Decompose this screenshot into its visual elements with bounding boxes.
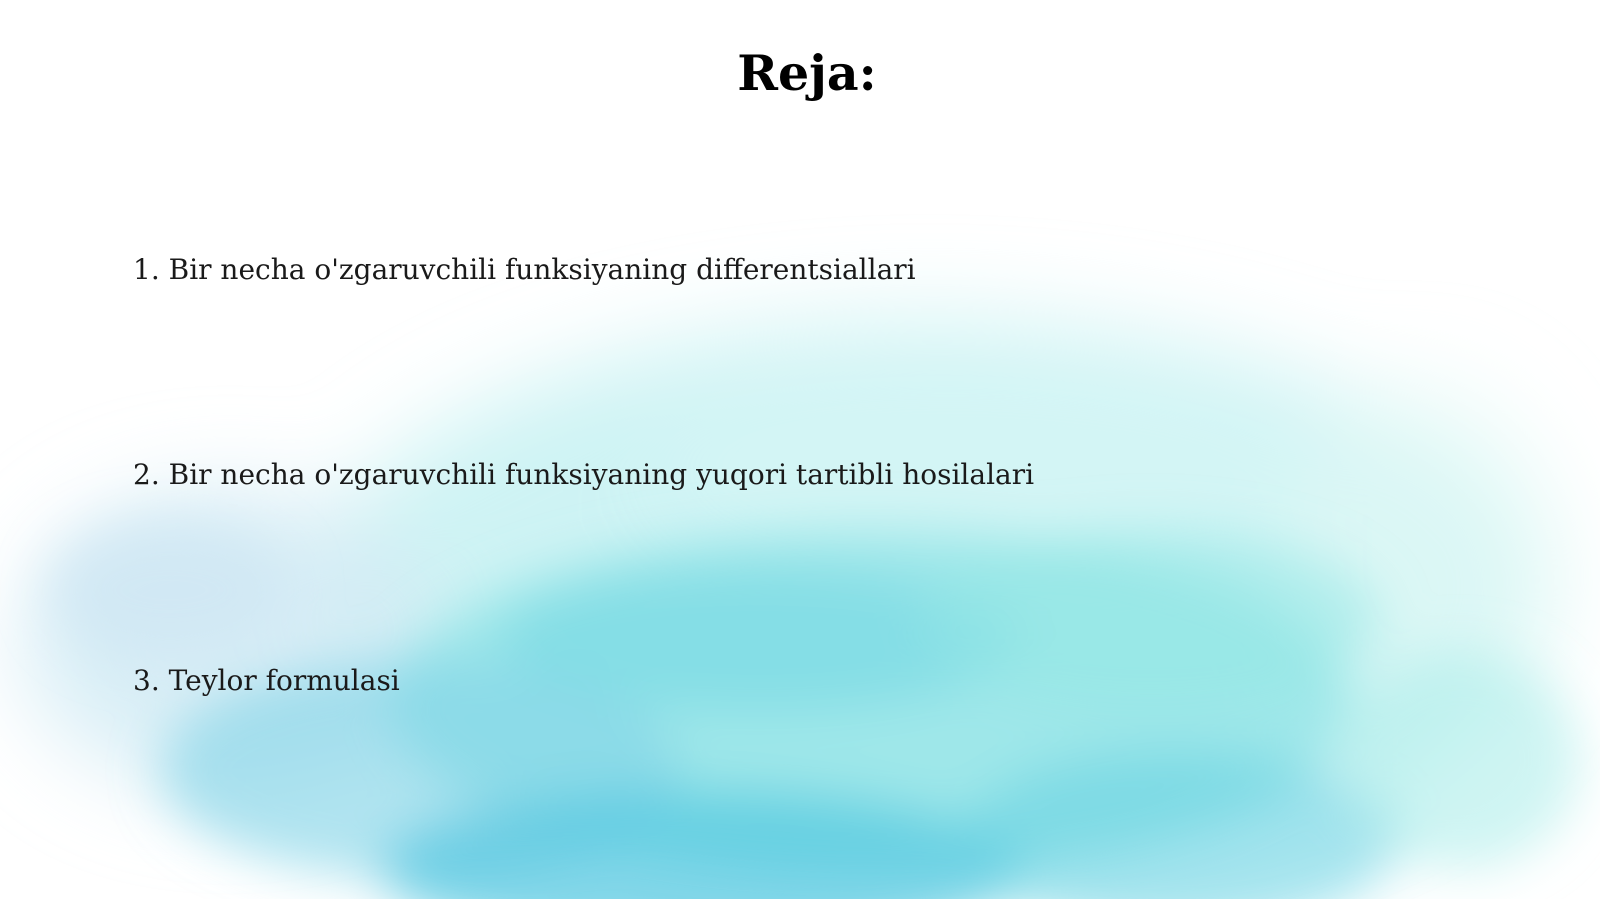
slide-title: Reja: — [737, 44, 877, 102]
plan-item-higher-order-derivatives: 2. Bir necha o'zgaruvchili funksiyaning yuqori tartibli hosilalari — [133, 458, 1035, 491]
plan-item-differentials: 1. Bir necha o'zgaruvchili funksiyaning differentsiallari — [133, 253, 916, 286]
plan-item-taylor-formula: 3. Teylor formulasi — [133, 664, 400, 697]
